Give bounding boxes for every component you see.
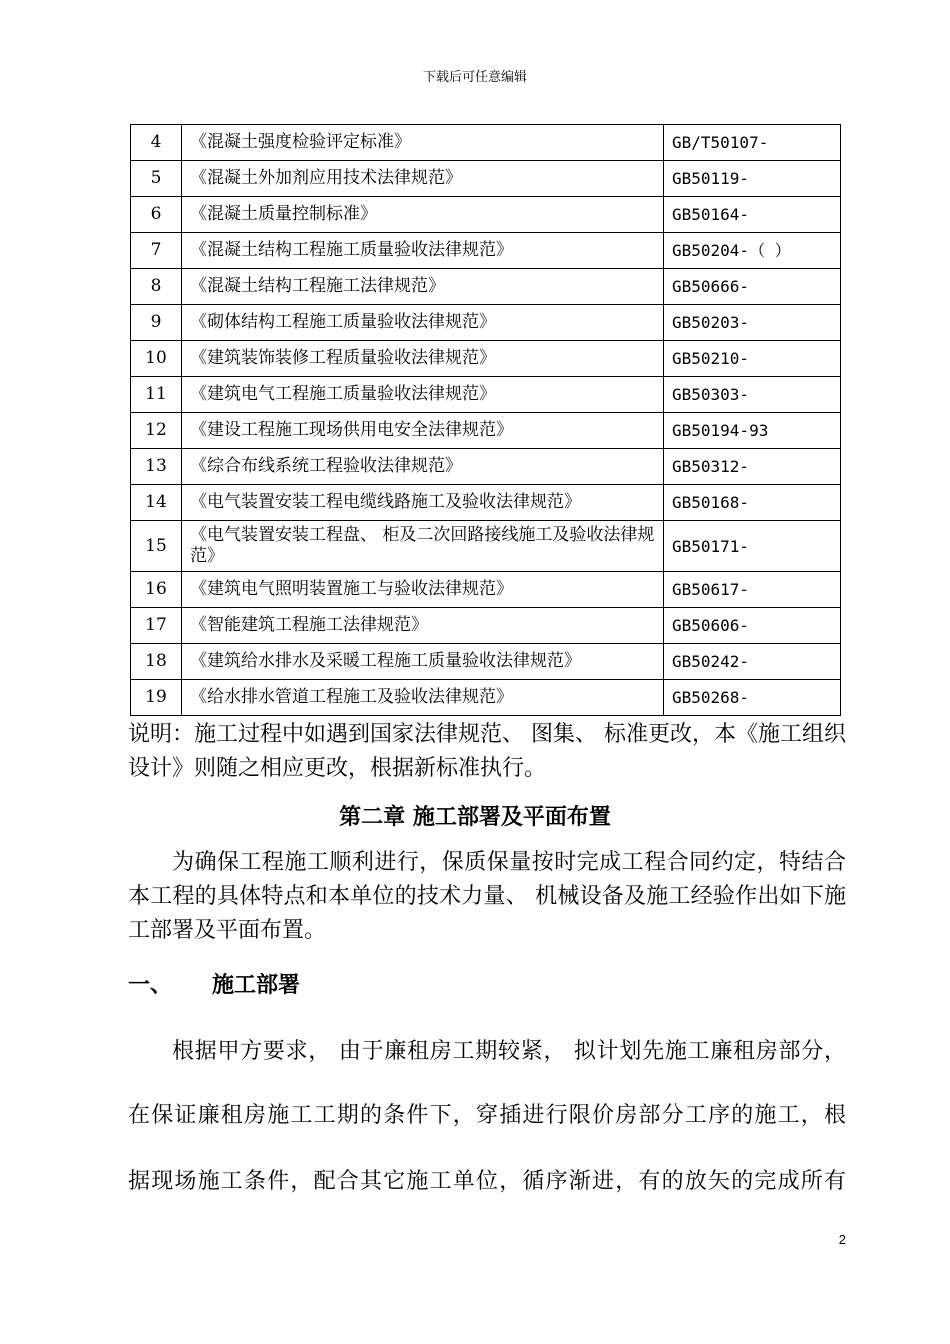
standard-name: 《智能建筑工程施工法律规范》: [182, 608, 664, 644]
standard-code: GB50303-: [664, 377, 841, 413]
standard-name: 《建筑电气照明装置施工与验收法律规范》: [182, 572, 664, 608]
row-number: 15: [131, 521, 182, 572]
row-number: 14: [131, 485, 182, 521]
table-row: [131, 485, 841, 521]
standard-code: GB/T50107-: [664, 125, 841, 161]
table-row: [131, 521, 841, 572]
table-row: [131, 377, 841, 413]
body-line: 据现场施工条件，配合其它施工单位，循序渐进，有的放矢的完成所有: [128, 1169, 846, 1194]
row-number: 7: [131, 233, 182, 269]
row-number: 16: [131, 572, 182, 608]
table-row: [131, 449, 841, 485]
row-number: 4: [131, 125, 182, 161]
standard-name: 《建筑电气工程施工质量验收法律规范》: [182, 377, 664, 413]
table-row: [131, 125, 841, 161]
header-note: 下载后可任意编辑: [422, 70, 527, 85]
standard-name: 《混凝土结构工程施工法律规范》: [182, 269, 664, 305]
row-number: 10: [131, 341, 182, 377]
standard-name: 《混凝土质量控制标准》: [182, 197, 664, 233]
row-number: 8: [131, 269, 182, 305]
standard-name: 《给水排水管道工程施工及验收法律规范》: [182, 680, 664, 716]
body-line: 在保证廉租房施工工期的条件下，穿插进行限价房部分工序的施工，根: [128, 1103, 846, 1128]
standard-code: GB50210-: [664, 341, 841, 377]
table-row: [131, 341, 841, 377]
standard-name: 《电气装置安装工程盘、 柜及二次回路接线施工及验收法律规范》: [182, 521, 664, 572]
table-row: [131, 680, 841, 716]
body-line: 根据甲方要求， 由于廉租房工期较紧， 拟计划先施工廉租房部分，: [172, 1039, 846, 1064]
table-row: [131, 305, 841, 341]
standard-name: 《建筑给水排水及采暖工程施工质量验收法律规范》: [182, 644, 664, 680]
table-row: [131, 413, 841, 449]
section-number: 一、: [128, 973, 173, 998]
standard-code: GB50203-: [664, 305, 841, 341]
standard-name: 《电气装置安装工程电缆线路施工及验收法律规范》: [182, 485, 664, 521]
standard-code: GB50171-: [664, 521, 841, 572]
row-number: 19: [131, 680, 182, 716]
chapter-title: 第二章 施工部署及平面布置: [339, 805, 611, 830]
intro-paragraph: 为确保工程施工顺利进行，保质保量按时完成工程合同约定，特结合本工程的具体特点和本单位的技术力量、 机械设备及施工经验作出如下施工部署及平面布置。: [128, 850, 846, 943]
standard-code: GB50119-: [664, 161, 841, 197]
standard-code: GB50164-: [664, 197, 841, 233]
standard-code: GB50194-93: [664, 413, 841, 449]
standard-name: 《建筑装饰装修工程质量验收法律规范》: [182, 341, 664, 377]
row-number: 18: [131, 644, 182, 680]
standard-name: 《混凝土强度检验评定标准》: [182, 125, 664, 161]
page-number: 2: [838, 1232, 846, 1247]
note-paragraph: 说明：施工过程中如遇到国家法律规范、 图集、 标准更改，本《施工组织设计》则随之相应更改，根据新标准执行。: [128, 722, 846, 781]
table-row: [131, 269, 841, 305]
standard-code: GB50666-: [664, 269, 841, 305]
table-row: [131, 197, 841, 233]
row-number: 17: [131, 608, 182, 644]
standard-name: 《混凝土外加剂应用技术法律规范》: [182, 161, 664, 197]
row-number: 6: [131, 197, 182, 233]
standard-name: 《混凝土结构工程施工质量验收法律规范》: [182, 233, 664, 269]
table-row: [131, 572, 841, 608]
table-row: [131, 233, 841, 269]
table-row: [131, 644, 841, 680]
standard-code: GB50606-: [664, 608, 841, 644]
standard-code: GB50168-: [664, 485, 841, 521]
standard-name: 《建设工程施工现场供用电安全法律规范》: [182, 413, 664, 449]
section-title: 施工部署: [212, 973, 301, 998]
row-number: 9: [131, 305, 182, 341]
standard-name: 《砌体结构工程施工质量验收法律规范》: [182, 305, 664, 341]
standards-table: [130, 124, 841, 716]
row-number: 13: [131, 449, 182, 485]
standard-code: GB50242-: [664, 644, 841, 680]
table-row: [131, 161, 841, 197]
table-row: [131, 608, 841, 644]
row-number: 12: [131, 413, 182, 449]
section-heading: [128, 968, 300, 999]
standard-code: GB50617-: [664, 572, 841, 608]
row-number: 5: [131, 161, 182, 197]
standard-code: GB50312-: [664, 449, 841, 485]
standard-name: 《综合布线系统工程验收法律规范》: [182, 449, 664, 485]
standard-code: GB50268-: [664, 680, 841, 716]
row-number: 11: [131, 377, 182, 413]
standard-code: GB50204-（ ）: [664, 233, 841, 269]
